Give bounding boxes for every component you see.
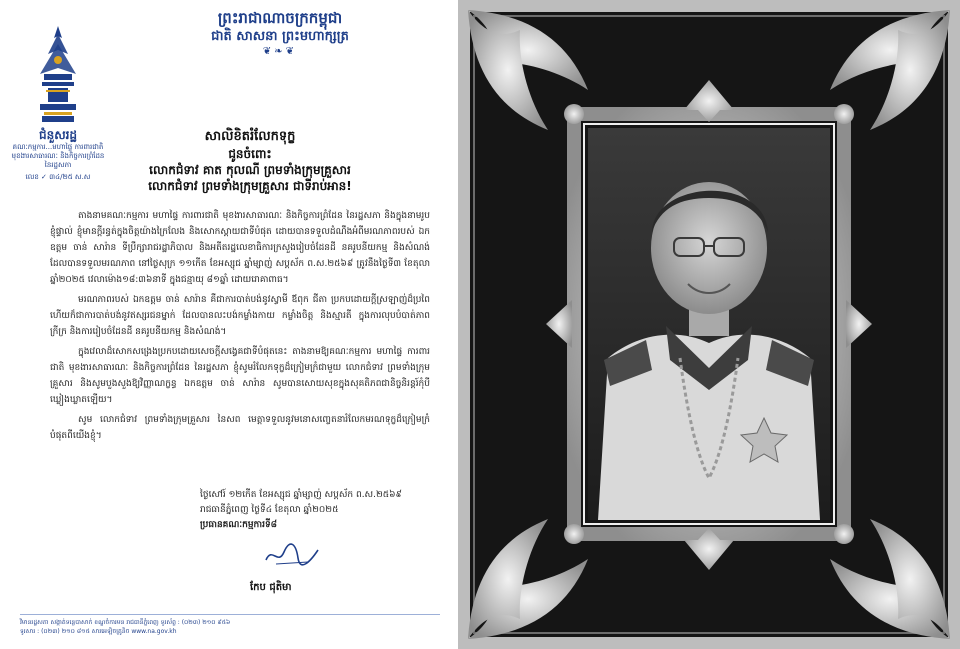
org-name: ជំនួសរដ្ឋ	[38, 128, 78, 142]
kingdom-name: ព្រះរាជាណាចក្រកម្ពុជា	[217, 9, 343, 27]
lunar-date: ថ្ងៃសៅរ៍ ១២កើត ខែអស្សុជ ឆ្នាំម្សាញ់ សប្តស័ក ព.ស.២៥៦៩	[200, 490, 402, 500]
national-motto: ជាតិ សាសនា ព្រះមហាក្សត្រ	[211, 29, 349, 44]
paragraph-1: តាងនាមគណៈកម្មការ មហាផ្ទៃ ការពារជាតិ មុខងារសាធារណៈ និងកិច្ចការព្រំដែន នៃរដ្ឋសភា និងក្នុងនាមរូបខ្ញុំផ្ទាល់ ខ្ញុំមានក្តីរន្ធត់ក្នុងចិត្តយ៉ាងក្រៃលែង និងសោកស្តាយជាទីបំផុត ដោយបានទទួលដំណឹងអំពីមរណភាពរបស់ ឯកឧត្តម ចាន់ សារ៉ាន ទីប្រឹក្សារាជរដ្ឋាភិបាល និងអតីតរដ្ឋលេខាធិការក្រសួងរៀបចំដែនដី នគរូបនីយកម្ម និងសំណង់ ដែលបានទទួលមរណភាព នៅថ្ងៃសុក្រ ១១កើត ខែអស្សុជ ឆ្នាំម្សាញ់ សប្តស័ក ព.ស.២៥៦៩ ត្រូវនឹងថ្ងៃទី៣ ខែតុលា ឆ្នាំ២០២៥ វេលាម៉ោង១៨:៣៦នាទី ក្នុងជន្មាយុ ៨១ឆ្នាំ ដោយរោគាពាធ។	[50, 211, 430, 285]
reference-number: លេខ ✓ ៣៤/២៥ ស.ស	[25, 173, 91, 181]
paragraph-2: មរណភាពរបស់ ឯកឧត្តម ចាន់ សារ៉ាន គឺជាការបាត់បង់នូវស្វាមី ឪពុក ជីតា ប្រកបដោយក្តីស្រឡាញ់ដ៏ប្រពៃ ហើយក៏ជាការបាត់បង់នូវឥស្សរជនម្នាក់ ដែលបានលះបង់កម្លាំងកាយ កម្លាំងចិត្ត និងស្មារតី ក្នុងការលុបបំបាត់ភាពក្រីក្រ និងការរៀបចំដែនដី នគរូបនីយកម្ម និងសំណង់។	[50, 295, 430, 337]
recipient-line-1: លោកជំទាវ គាត កុលណី ព្រមទាំងក្រុមគ្រួសារ	[149, 163, 351, 177]
signature-icon	[262, 540, 322, 570]
issuing-organization	[8, 128, 108, 183]
footer-contact: ទូរសារ : (០២៣) ២១០ ៨១៥ សារអេឡិចត្រូនិច www.na.gov.kh	[20, 628, 177, 635]
footer-address: វិមានរដ្ឋសភា សង្កាត់ទន្លេបាសាក់ ខណ្ឌចំការមន រាជធានីភ្នំពេញ ទូរស័ព្ទ : (០២៣) ២១០ ៩៥៦	[20, 619, 231, 626]
letterhead-footer	[20, 614, 440, 636]
president-title: ប្រធានគណៈកម្មការទី៨	[200, 520, 278, 530]
solar-date: រាជធានីភ្នំពេញ ថ្ងៃទី៤ ខែតុលា ឆ្នាំ២០២៥	[200, 505, 339, 515]
memorial-portrait-panel	[458, 0, 960, 649]
portrait-photo	[588, 128, 830, 520]
ornament-divider: ❦❧❦	[262, 46, 298, 57]
letter-header	[100, 128, 400, 194]
date-block	[200, 488, 430, 533]
addressee-label: ជូនចំពោះ	[228, 147, 272, 161]
parliament-emblem-icon	[34, 24, 82, 124]
paragraph-3: ក្នុងវេលាដ៏សោកសង្រេងប្រកបដោយសេចក្តីសង្វេគជាទីបំផុតនេះ តាងនាមឱ្យគណៈកម្មការ មហាផ្ទៃ ការពារជាតិ មុខងារសាធារណៈ និងកិច្ចការព្រំដែន នៃរដ្ឋសភា ខ្ញុំសូមរំលែកទុក្ខដ៏ក្រៀមក្រំជាមួយ លោកជំទាវ ព្រមទាំងក្រុមគ្រួសារ និងសូមបួងសួងឱ្យវិញ្ញាណក្ខន្ធ ឯកឧត្តម ចាន់ សារ៉ាន សូមបានសោយសុខក្នុងសុគតិភពជានិច្ចនិរន្តរ៍កុំបីឃ្លៀងឃ្លាតឡើយ។	[50, 347, 430, 405]
org-subtitle-1: គណៈកម្មការ...មហាផ្ទៃ ការពារជាតិ	[12, 143, 104, 151]
paragraph-4: សូម លោកជំទាវ ព្រមទាំងក្រុមគ្រួសារ នៃសព មេត្តាទទួលនូវមនោសញ្ចេតនារំលែកមរណទុក្ខដ៏ក្រៀមក្រំបំផុតពីយើងខ្ញុំ។	[50, 415, 430, 441]
letter-title: សាលិខិតរំលែកទុក្ខ	[204, 129, 296, 144]
signer-name: កែប ជុតិមា	[250, 582, 292, 593]
letterhead-heading	[150, 8, 410, 58]
recipient-line-2: លោកជំទាវ ព្រមទាំងក្រុមគ្រួសារ ជាទីរាប់អាន!	[148, 179, 352, 193]
letter-body	[50, 208, 430, 448]
condolence-letter	[0, 0, 450, 649]
org-subtitle-3: នៃរដ្ឋសភា	[44, 161, 72, 169]
org-subtitle-2: មុខងារសាធារណៈ និងកិច្ចការព្រំដែន	[11, 152, 105, 160]
